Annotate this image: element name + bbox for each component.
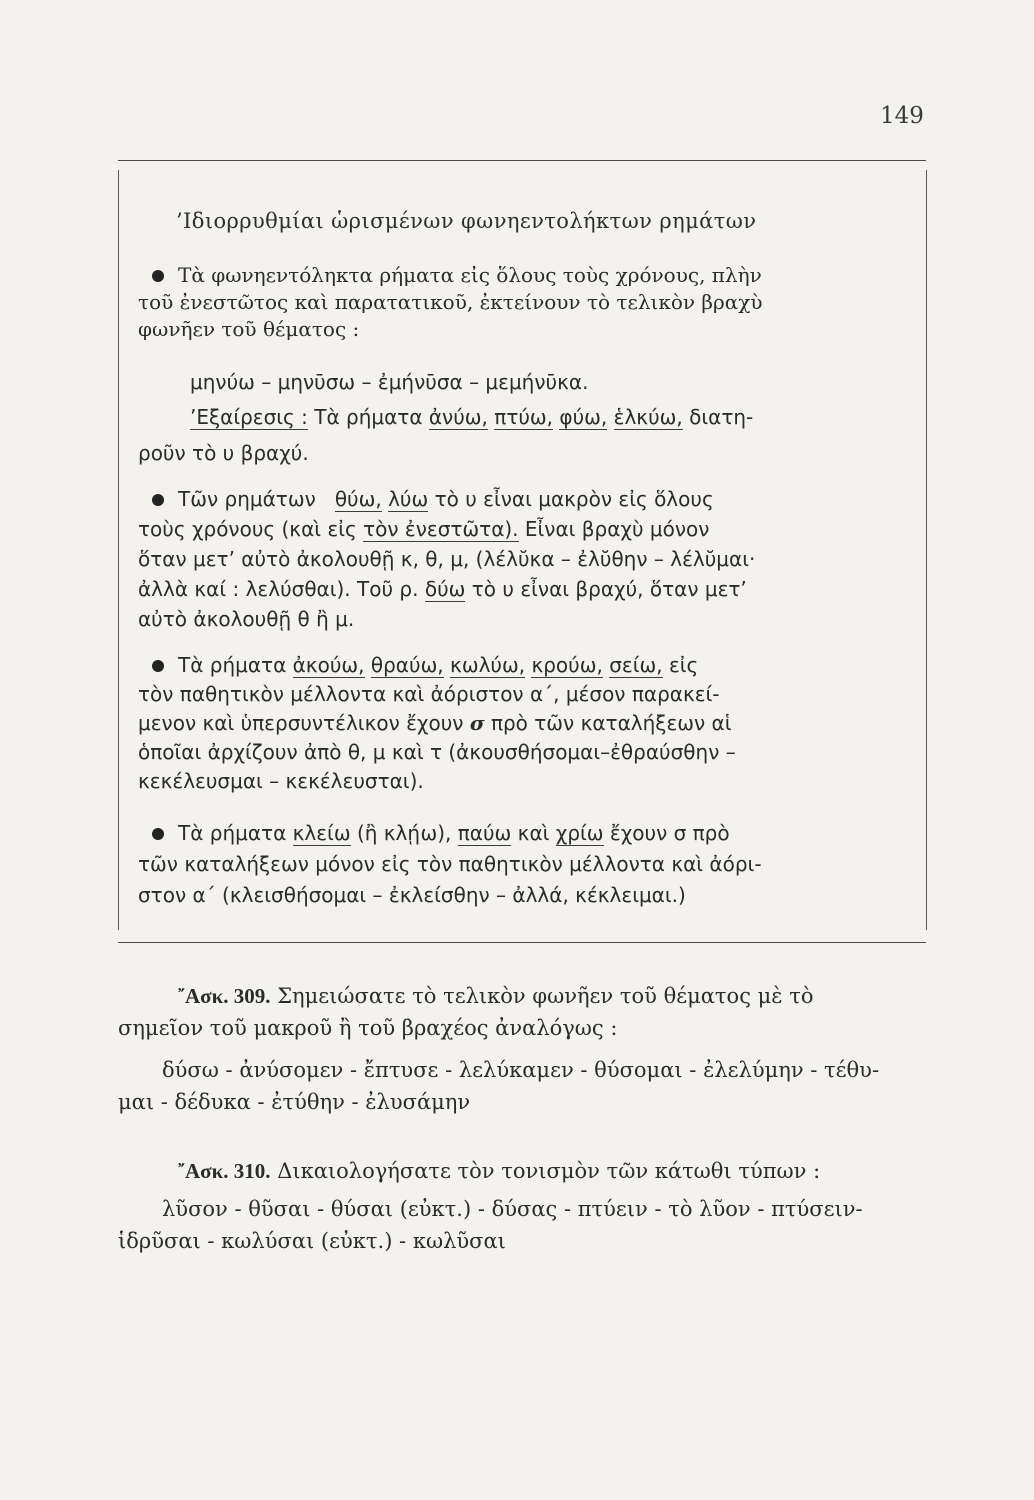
section-3	[138, 651, 898, 796]
s1-line1: Τὰ φωνηεντόληκτα ρήματα εἰς ὅλους τοὺς χρόνους, πλὴν	[178, 263, 762, 287]
bullet-icon	[152, 270, 164, 282]
s3-word-1: ἀκούω,	[292, 653, 365, 677]
bullet-icon	[152, 494, 164, 506]
exc-label: ’Εξαίρεσις :	[190, 405, 308, 429]
s4-word-kleio: κλείω	[292, 821, 351, 845]
exc-word-1: ἀνύω,	[428, 405, 488, 429]
exercise-309-line2: σημεῖον τοῦ μακροῦ ἢ τοῦ βραχέος ἀναλόγως :	[118, 1016, 618, 1040]
s4-text: (ἢ κλῄω),	[356, 821, 452, 845]
exc-word-2: πτύω,	[494, 405, 554, 429]
exercise-310	[118, 1155, 938, 1257]
section-2	[138, 484, 898, 634]
s1-line3: φωνῆεν τοῦ θέματος :	[138, 317, 360, 341]
s2-word-lyo: λύω	[388, 487, 429, 511]
exercise-310-line2: λῦσον - θῦσαι - θύσαι (εὐκτ.) - δύσας - πτύειν - τὸ λῦον - πτύσειν-	[162, 1197, 863, 1221]
s2-text: Εἶναι βραχὺ μόνον	[524, 517, 710, 541]
s2-word-enestota: τὸν ἐνεστῶτα).	[363, 517, 519, 541]
s1-example: μηνύω – μηνῡσω – ἐμήνῡσα – μεμήνῡκα.	[190, 370, 589, 394]
s2-word-thyo: θύω,	[334, 487, 382, 511]
s4-text: ἔχουν σ πρὸ	[609, 821, 730, 845]
s4-line2: τῶν καταλήξεων μόνον εἰς τὸν παθητικὸν μέλλοντα καὶ ἀόρι-	[138, 852, 762, 876]
s3-word-3: κωλύω,	[450, 653, 526, 677]
s1-exception	[190, 403, 910, 432]
s3-word-2: θραύω,	[370, 653, 444, 677]
s3-text: μενον καὶ ὑπερσυντέλικον ἔχουν	[138, 711, 464, 735]
section-4	[138, 818, 898, 911]
exc-tail: διατη-	[689, 405, 754, 429]
s3-word-5: σείω,	[609, 653, 663, 677]
bullet-icon	[152, 660, 164, 672]
s2-line5: αὐτὸ ἀκολουθῇ θ ἢ μ.	[138, 607, 355, 631]
s3-line2: τὸν παθητικὸν μέλλοντα καὶ ἀόριστον α΄, μέσον παρακεί-	[138, 682, 720, 706]
s2-text: τὸ υ εἶναι βραχύ, ὅταν μετ’	[471, 577, 747, 601]
s3-text: εἰς	[668, 653, 699, 677]
box-right-rule	[926, 170, 927, 930]
s3-text: Τὰ ρήματα	[178, 653, 287, 677]
bullet-icon	[152, 828, 164, 840]
exercise-310-label: ῎Ασκ. 310.	[178, 1159, 271, 1183]
s3-text: πρὸ τῶν καταλήξεων αἱ	[490, 711, 732, 735]
s2-text: ἀλλὰ καί : λελύσθαι). Τοῦ ρ.	[138, 577, 419, 601]
s2-word-dyo: δύω	[424, 577, 466, 601]
s3-word-4: κρούω,	[531, 653, 603, 677]
s3-line5: κεκέλευσμαι – κεκέλευσται).	[138, 769, 424, 793]
exc-word-3: φύω,	[559, 405, 608, 429]
s3-line4: ὁποῖαι ἀρχίζουν ἀπὸ θ, μ καὶ τ (ἀκουσθήσομαι–ἐθραύσθην –	[138, 740, 736, 764]
section-1	[138, 262, 898, 343]
s4-line3: στον α΄ (κλεισθήσομαι – ἐκλείσθην – ἀλλά, κέκλειμαι.)	[138, 883, 686, 907]
s2-text: Τῶν ρημάτων	[178, 487, 316, 511]
exercise-309-line3: δύσω - ἀνύσομεν - ἔπτυσε - λελύκαμεν - θύσομαι - ἐλελύμην - τέθυ-	[162, 1058, 880, 1082]
exc-word-4: ἑλκύω,	[613, 405, 683, 429]
exercise-310-line1: Δικαιολογήσατε τὸν τονισμὸν τῶν κάτωθι τύπων :	[277, 1159, 821, 1183]
s3-sigma: σ	[469, 711, 485, 735]
s4-word-chrio: χρίω	[555, 821, 604, 845]
s4-text: Τὰ ρήματα	[178, 821, 287, 845]
box-title: ’Ιδιορρυθμίαι ὡρισμένων φωνηεντολήκτων ρημάτων	[176, 209, 757, 233]
box-bottom-rule	[118, 942, 926, 943]
exercise-309	[118, 980, 938, 1118]
s2-text: τοὺς χρόνους (καὶ εἰς	[138, 517, 357, 541]
exercise-310-line3: ἱδρῦσαι - κωλύσαι (εὐκτ.) - κωλῦσαι	[118, 1229, 506, 1253]
s4-text: καὶ	[517, 821, 550, 845]
s2-text: τὸ υ εἶναι μακρὸν εἰς ὅλους	[434, 487, 714, 511]
exercise-309-label: ῎Ασκ. 309.	[178, 984, 271, 1008]
exercise-309-line1: Σημειώσατε τὸ τελικὸν φωνῆεν τοῦ θέματος μὲ τὸ	[277, 984, 814, 1008]
box-left-rule	[118, 170, 119, 930]
box-top-rule	[118, 160, 926, 161]
s4-word-pauo: παύω	[457, 821, 512, 845]
exc-text: Τὰ ρήματα	[314, 405, 423, 429]
page-number: 149	[880, 103, 924, 129]
s1-exc-line2: ροῦν τὸ υ βραχύ.	[138, 441, 309, 465]
s2-line3: ὅταν μετ’ αὐτὸ ἀκολουθῇ κ, θ, μ, (λέλῠκα – ἐλῠθην – λέλῠμαι·	[138, 547, 756, 571]
exercise-309-line4: μαι - δέδυκα - ἐτύθην - ἐλυσάμην	[118, 1090, 471, 1114]
s1-line2: τοῦ ἐνεστῶτος καὶ παρατατικοῦ, ἐκτείνουν τὸ τελικὸν βραχὺ	[138, 290, 763, 314]
